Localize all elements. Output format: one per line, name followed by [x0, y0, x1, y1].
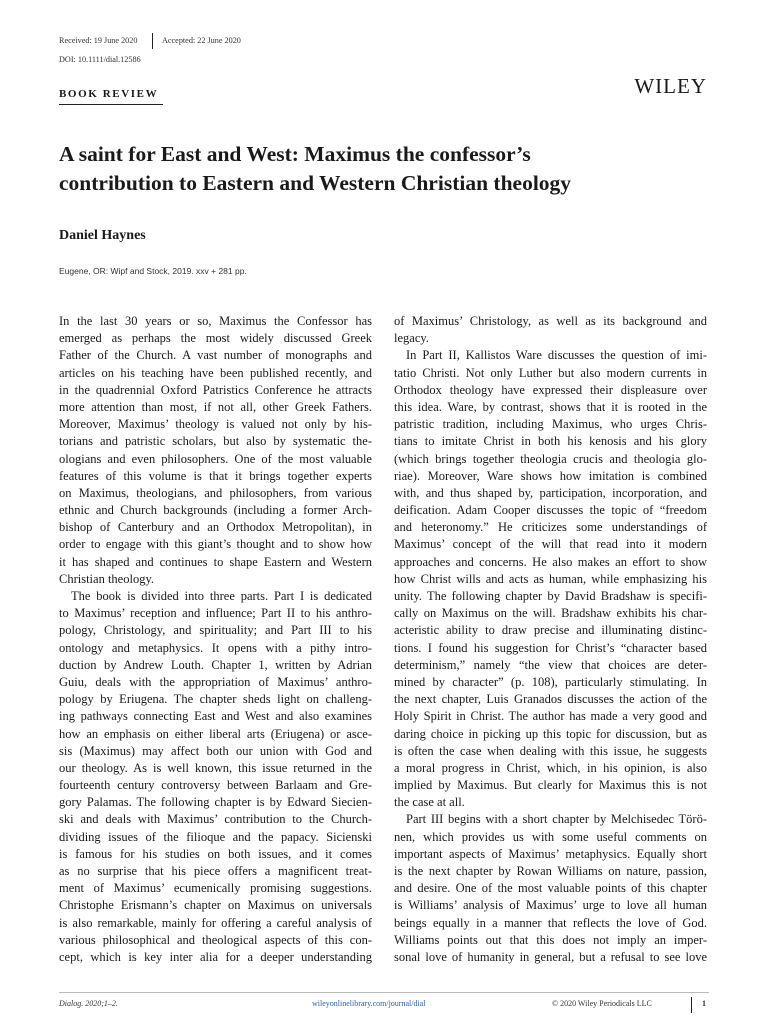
section-underline	[59, 104, 163, 105]
body-line: gory Palamas. The following chapter is by Edward Siecien-	[59, 795, 372, 810]
body-line: bishop of Canterbury and an Orthodox Metropolitan), in	[59, 520, 372, 535]
article-title-line-1: A saint for East and West: Maximus the confessor’s	[59, 142, 531, 166]
body-column-right	[394, 313, 707, 966]
footer-journal: Dialog. 2020;1–2.	[59, 999, 118, 1008]
body-line: Father of the Church. A vast number of monographs and	[59, 348, 372, 363]
body-line: cally on Maximus on the will. Bradshaw exhibits his char-	[394, 606, 707, 621]
body-line: Williams points out that this does not imply an imper-	[394, 932, 707, 947]
page-number: 1	[702, 999, 706, 1008]
footer-journal-link[interactable]: wileyonlinelibrary.com/journal/dial	[312, 999, 426, 1008]
body-line: is often the case when dealing with this issue, he suggests	[394, 743, 707, 758]
body-line: The book is divided into three parts. Part I is dedicated	[71, 589, 372, 603]
body-line: beings equally in a manner that reflects the love of God.	[394, 915, 707, 930]
body-line: is Williams’ analysis of Maximus’ urge to love all human	[394, 898, 707, 913]
body-line: and heteronomy.” He criticizes some understandings of	[394, 520, 707, 535]
body-line: daring choice in picking up this topic for discussion, but as	[394, 726, 707, 741]
body-line: ment of Maximus’ ecumenically promising suggestions.	[59, 881, 372, 896]
body-line: the next chapter, Luis Granados discusses the action of the	[394, 692, 707, 707]
body-line: is the next chapter by Rowan Williams on nature, passion,	[394, 864, 707, 878]
body-line: is famous for his studies on both issues, and it comes	[59, 846, 372, 861]
body-line: ing pathways connecting East and West and also examines	[59, 709, 372, 724]
publication-info: Eugene, OR: Wipf and Stock, 2019. xxv + 281 pp.	[59, 266, 247, 276]
body-line: is also remarkable, mainly for offering a careful analysis of	[59, 915, 372, 930]
body-line: features of this volume is that it brings together experts	[59, 468, 372, 483]
body-line: articles on his teaching have been published recently, and	[59, 365, 372, 380]
body-line: Christian theology.	[59, 571, 155, 586]
body-line: important aspects of Maximus’ metaphysics. Equally short	[394, 846, 707, 861]
footer-copyright: © 2020 Wiley Periodicals LLC	[552, 999, 652, 1008]
body-line: in the quadrennial Oxford Patristics Conference he attracts	[59, 382, 372, 397]
meta-divider	[152, 33, 153, 49]
body-line: as no surprise that his piece offers a magnificent treat-	[59, 864, 372, 878]
body-line: cept, which is key inter alia for a deeper understanding	[59, 949, 372, 964]
body-line: ethnic and Church backgrounds (including a former Arch-	[59, 503, 372, 518]
body-line: unity. The following chapter by David Bradshaw is specifi-	[394, 589, 707, 603]
body-line: with, and thus shaped by, participation, incorporation, and	[394, 485, 707, 500]
body-line: sonal love of humanity in general, but a refusal to see love	[394, 949, 707, 964]
body-line: pology by Eriugena. The chapter sheds light on challeng-	[59, 692, 372, 707]
article-title-line-2: contribution to Eastern and Western Christian theology	[59, 171, 572, 195]
body-line: fourteenth century controversy between Barlaam and Gre-	[59, 778, 372, 793]
body-line: In the last 30 years or so, Maximus the Confessor has	[59, 314, 372, 328]
footer-rule	[59, 992, 709, 993]
body-line: mined by character” (p. 108), particularly stimulating. In	[394, 674, 707, 689]
body-line: nen, which provides us with some useful comments on	[394, 829, 707, 844]
body-line: torians and patristic scholars, but also by systematic the-	[59, 434, 372, 449]
body-line: emerged as perhaps the most widely discussed Greek	[59, 331, 372, 346]
publisher-logo: WILEY	[634, 74, 707, 98]
body-line: dividing issues of the filioque and the papacy. Sicienski	[59, 829, 372, 844]
body-line: how an emphasis on either liberal arts (Eriugena) or asce-	[59, 726, 372, 741]
doi: DOI: 10.1111/dial.12586	[59, 55, 141, 64]
body-line: a moral progress in Christ, which, in his opinion, is also	[394, 760, 707, 775]
footer-divider	[691, 997, 692, 1013]
body-line: riae). Moreover, Ware shows how imitation is combined	[394, 468, 707, 483]
body-line: tians to imitate Christ in both his kenosis and his glory	[394, 434, 707, 449]
article-title	[59, 140, 719, 198]
body-line: Maximus’ concept of the will that read into it modern	[394, 537, 707, 552]
body-line: approaches and concerns. He also makes an effort to show	[394, 554, 707, 569]
accepted-date: Accepted: 22 June 2020	[162, 36, 241, 45]
body-line: more attention than most, if not all, other Greek Fathers.	[59, 399, 372, 414]
body-line: patristic tradition, including Maximus, who urges Chris-	[394, 417, 707, 432]
body-line: Holy Spirit in Christ. The author has made a very good and	[394, 709, 707, 724]
body-line: the case at all.	[394, 795, 465, 810]
body-column-left	[59, 313, 372, 966]
body-line: duction by Andrew Louth. Chapter 1, written by Adrian	[59, 657, 372, 672]
body-line: this idea. Ware, by contrast, shows that it is rooted in the	[394, 399, 707, 414]
body-line: tions. I found his suggestion for Christ’s “character based	[394, 640, 707, 655]
body-line: order to engage with this giant’s thought and to show how	[59, 537, 372, 552]
body-line: deification. Adam Cooper discusses the topic of “freedom	[394, 503, 707, 518]
body-line: and desire. One of the most valuable points of this chapter	[394, 881, 707, 896]
body-line: various philosophical and theological aspects of this con-	[59, 932, 372, 947]
body-line: our theology. As is well known, this issue returned in the	[59, 760, 372, 775]
body-line: Moreover, Maximus’ theology is valued not only by his-	[59, 417, 372, 432]
body-line: determinism,” namely “the view that choices are deter-	[394, 657, 707, 672]
body-line: to Maximus’ reception and influence; Part II to his anthro-	[59, 606, 372, 621]
body-line: Orthodox theology have expressed their displeasure over	[394, 382, 707, 397]
body-line: of Maximus’ Christology, as well as its background and	[394, 314, 707, 328]
body-line: Guiu, deals with the appropriation of Maximus’ anthro-	[59, 674, 372, 689]
author-name: Daniel Haynes	[59, 228, 146, 243]
body-line: ski and deals with Maximus’ contribution to the Church-	[59, 812, 372, 827]
body-line: ontology and metaphysics. It opens with a pithy intro-	[59, 640, 372, 655]
body-line: (which brings together theologia crucis and theologia glo-	[394, 451, 707, 466]
body-line: Christophe Erismann’s chapter on Maximus on universals	[59, 898, 372, 913]
body-line: Part III begins with a short chapter by Melchisedec Törö-	[406, 812, 707, 827]
body-line: In Part II, Kallistos Ware discusses the question of imi-	[406, 348, 707, 363]
body-line: implied by Maximus. But clearly for Maximus this is not	[394, 778, 707, 793]
body-line: tatio Christi. Not only Luther but also modern currents in	[394, 365, 707, 380]
body-line: acteristic ability to draw precise and illuminating distinc-	[394, 623, 707, 638]
body-line: legacy.	[394, 331, 429, 346]
body-line: sis (Maximus) may affect both our union with God and	[59, 743, 372, 758]
section-label: BOOK REVIEW	[59, 88, 159, 100]
body-line: how Christ wills and acts as human, while emphasizing his	[394, 571, 707, 586]
body-line: ologians and even philosophers. One of the most valuable	[59, 451, 372, 466]
body-line: on Maximus, theologians, and philosophers, from various	[59, 485, 372, 500]
body-line: it has shaped and continues to shape Eastern and Western	[59, 554, 372, 569]
received-date: Received: 19 June 2020	[59, 36, 138, 45]
body-line: pology, Christology, and spirituality; and Part III to his	[59, 623, 372, 638]
